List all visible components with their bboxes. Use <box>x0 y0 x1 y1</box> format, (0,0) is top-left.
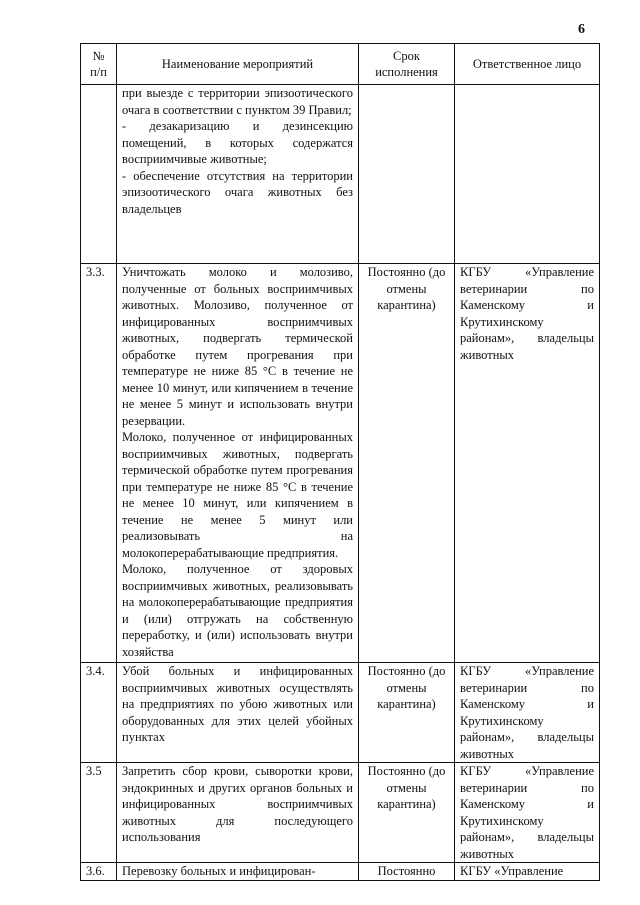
row-term: Постоянно (до отмены карантина) <box>359 663 455 763</box>
measure-paragraph: Молоко, полученное от здоровых восприимчивых животных, реализовывать на молокоперерабатывающие предприятия и (или) отгружать на собственную переработку, и (или) использовать внутри хозяйства <box>122 562 353 659</box>
row-num <box>81 85 117 264</box>
row-term: Постоянно <box>359 863 455 881</box>
row-responsible: КГБУ «Управление ветеринарии по Каменскому и Крутихинскому районам», владельцы животных <box>455 264 600 663</box>
header-name: Наименование мероприятий <box>117 44 359 85</box>
row-measure <box>117 264 359 663</box>
row-responsible: КГБУ «Управление <box>455 863 600 881</box>
measure-paragraph: при выезде с территории эпизоотического очага в соответствии с пунктом 39 Правил; <box>122 86 353 117</box>
table-row <box>81 663 600 763</box>
row-measure <box>117 663 359 763</box>
measures-table <box>80 43 600 881</box>
row-responsible <box>455 85 600 264</box>
measure-paragraph: Запретить сбор крови, сыворотки крови, эндокринных и других органов больных и инфицированных восприимчивых животных для последующего использования <box>122 764 353 844</box>
row-num: 3.3. <box>81 264 117 663</box>
page-number: 6 <box>578 22 585 37</box>
header-term: Срок исполнения <box>359 44 455 85</box>
measure-paragraph: - обеспечение отсутствия на территории эпизоотического очага животных без владельцев <box>122 168 353 216</box>
measure-paragraph: Уничтожать молоко и молозиво, полученные от больных восприимчивых животных. Молозиво, полученное от инфицированных восприимчивых животных, подвергать термической обработке путем прогревания при температуре не ниже 85 °С в течение не менее 10 минут, или кипячением в течение не менее 5 минут и использовать внутри резервации. <box>122 265 353 428</box>
row-responsible: КГБУ «Управление ветеринарии по Каменскому и Крутихинскому районам», владельцы животных <box>455 663 600 763</box>
row-term: Постоянно (до отмены карантина) <box>359 763 455 863</box>
row-term <box>359 85 455 264</box>
measure-paragraph: Молоко, полученное от инфицированных восприимчивых животных, подвергать термической обработке путем прогревания при температуре не ниже 85 °С в течение не менее 10 минут, или кипячением в течение не менее 5 минут или реализовывать на молокоперерабатывающие предприятия. <box>122 430 353 560</box>
table-header-row <box>81 44 600 85</box>
row-measure <box>117 85 359 264</box>
row-measure <box>117 863 359 881</box>
table-row <box>81 85 600 264</box>
row-num: 3.6. <box>81 863 117 881</box>
row-responsible: КГБУ «Управление ветеринарии по Каменскому и Крутихинскому районам», владельцы животных <box>455 763 600 863</box>
measure-paragraph: Убой больных и инфицированных восприимчивых животных осуществлять на предприятиях по убою животных или оборудованных для этих целей убойных пунктах <box>122 664 353 744</box>
row-term: Постоянно (до отмены карантина) <box>359 264 455 663</box>
measure-paragraph: Перевозку больных и инфицирован- <box>122 864 316 878</box>
table-row <box>81 763 600 863</box>
measure-paragraph: - дезакаризацию и дезинсекцию помещений, в которых содержатся восприимчивые животные; <box>122 119 353 166</box>
table-row <box>81 264 600 663</box>
table-row <box>81 863 600 881</box>
header-responsible: Ответственное лицо <box>455 44 600 85</box>
row-num: 3.5 <box>81 763 117 863</box>
row-num: 3.4. <box>81 663 117 763</box>
header-num: № п/п <box>81 44 117 85</box>
row-measure <box>117 763 359 863</box>
